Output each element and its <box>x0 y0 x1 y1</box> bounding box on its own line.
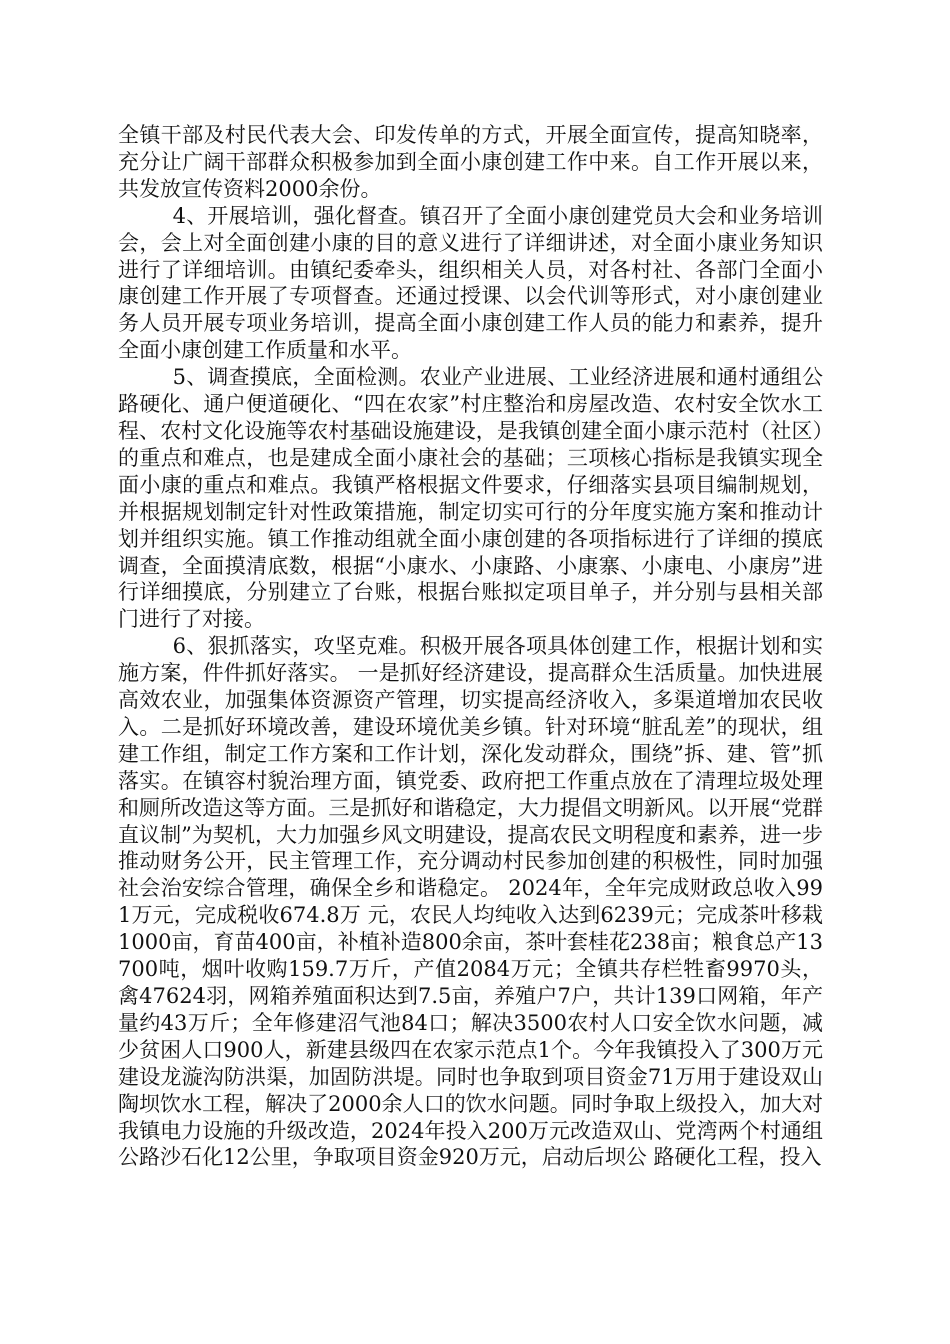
paragraph-implementation: 6、狠抓落实，攻坚克难。积极开展各项具体创建工作，根据计划和实施方案，件件抓好落实。 一是抓好经济建设，提高群众生活质量。加快进展高效农业，加强集体资源资产管理，切实提高经济收入，多渠道增加农民收入。二是抓好环境改善，建设环境优美乡镇。针对环境“脏乱差”的现状，组建工作组，制定工作方案和工作计划，深化发动群众，围绕”拆、建、管”抓落实。在镇容村貌治理方面，镇党委、政府把工作重点放在了清理垃圾处理和厕所改造这等方面。三是抓好和谐稳定，大力提倡文明新风。以开展“党群直议制”为契机，大力加强乡风文明建设，提高农民文明程度和素养，进一步推动财务公开，民主管理工作，充分调动村民参加创建的积极性，同时加强社会治安综合管理，确保全乡和谐稳定。 2024年，全年完成财政总收入991万元，完成税收674.8万 元，农民人均纯收入达到6239元；完成茶叶移栽1000亩，育苗400亩，补植补造800余亩，茶叶套桂花238亩；粮食总产13700吨，烟叶收购159.7万斤，产值2084万元；全镇共存栏牲畜9970头，禽47624羽，网箱养殖面积达到7.5亩，养殖户7户，共计139口网箱，年产量约43万斤；全年修建沼气池84口；解决3500农村人口安全饮水问题，减少贫困人口900人，新建县级四在农家示范点1个。今年我镇投入了300万元建设龙漩沟防洪渠，加固防洪堤。同时也争取到项目资金71万用于建设双山陶坝饮水工程，解决了2000余人口的饮水问题。同时争取上级投入，加大对我镇电力设施的升级改造，2024年投入200万元改造双山、党湾两个村通组公路沙石化12公里，争取项目资金920万元，启动后坝公 路硬化工程，投入 <box>118 634 823 1170</box>
paragraph-publicity: 全镇干部及村民代表大会、印发传单的方式，开展全面宣传，提高知晓率，充分让广阔干部群众积极参加到全面小康创建工作中来。自工作开展以来，共发放宣传资料2000余份。 <box>118 123 823 201</box>
document-body <box>118 122 823 1171</box>
paragraph-survey-inspection: 5、调查摸底，全面检测。农业产业进展、工业经济进展和通村通组公路硬化、通户便道硬化、“四在农家”村庄整治和房屋改造、农村安全饮水工程、农村文化设施等农村基础设施建设，是我镇创建全面小康示范村（社区）的重点和难点，也是建成全面小康社会的基础；三项核心指标是我镇实现全面小康的重点和难点。我镇严格根据文件要求，仔细落实县项目编制规划，并根据规划制定针对性政策措施，制定切实可行的分年度实施方案和推动计划并组织实施。镇工作推动组就全面小康创建的各项指标进行了详细的摸底调查，全面摸清底数，根据“小康水、小康路、小康寨、小康电、小康房”进行详细摸底，分别建立了台账，根据台账拟定项目单子，并分别与县相关部门进行了对接。 <box>118 365 823 632</box>
paragraph-training-supervision: 4、开展培训，强化督查。镇召开了全面小康创建党员大会和业务培训会，会上对全面创建小康的目的意义进行了详细讲述，对全面小康业务知识进行了详细培训。由镇纪委牵头，组织相关人员，对各村社、各部门全面小康创建工作开展了专项督查。还通过授课、以会代训等形式，对小康创建业务人员开展专项业务培训，提高全面小康创建工作人员的能力和素养，提升全面小康创建工作质量和水平。 <box>118 203 823 363</box>
